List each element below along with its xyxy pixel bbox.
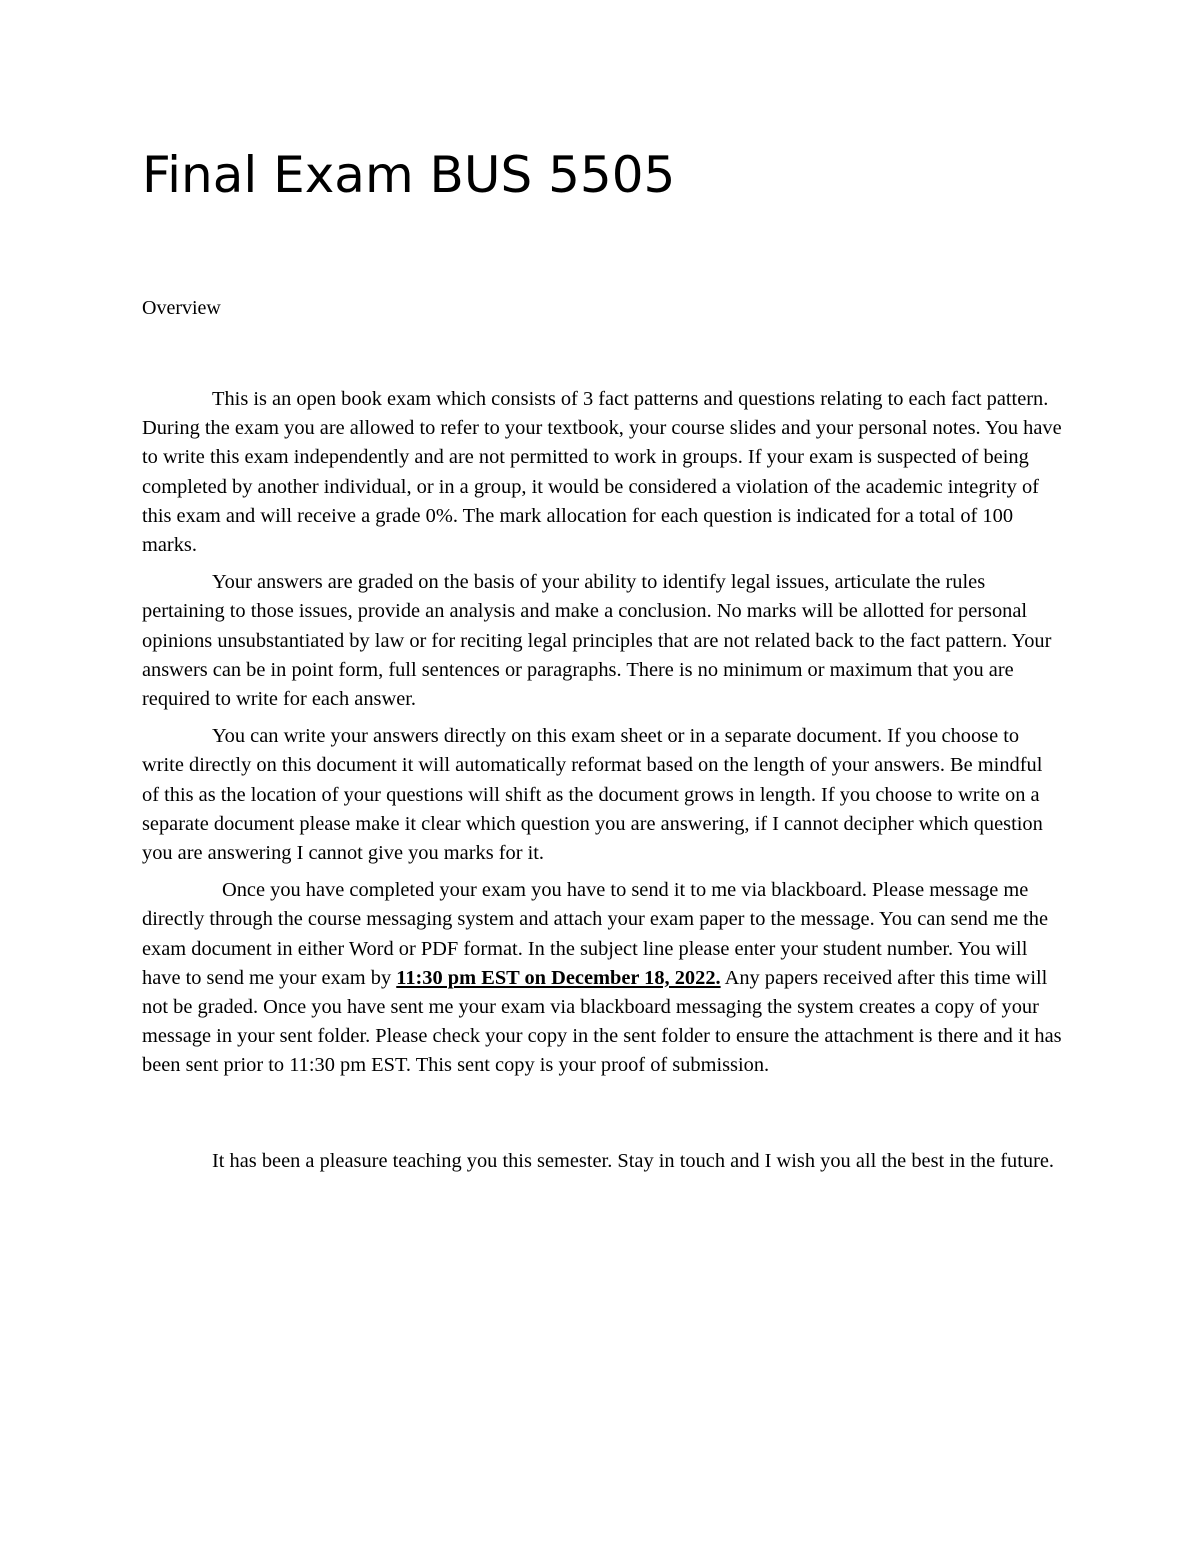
document-title: Final Exam BUS 5505	[142, 146, 676, 204]
paragraph-closing: It has been a pleasure teaching you this semester. Stay in touch and I wish you all the best in the future.	[212, 1149, 1055, 1172]
submission-text-after: Any papers received after this time will not be graded. Once you have sent me your exam via blackboard messaging the system creates a copy of your message in your sent folder. Please check your copy in the sent folder to ensure the attachment is there and it has been sent prior to 11:30 pm EST. This sent copy is your proof of submission.	[142, 966, 1062, 1077]
section-heading-overview: Overview	[142, 297, 221, 319]
paragraph-submission	[142, 876, 1064, 1080]
submission-text-before: Once you have completed your exam you have to send it to me via blackboard. Please message me directly through the course messaging system and attach your exam paper to the message. You can send me the exam document in either Word or PDF format. In the subject line please enter your student number. You will have to send me your exam by	[142, 879, 1049, 989]
paragraph-answer-instructions: You can write your answers directly on this exam sheet or in a separate document. If you choose to write directly on this document it will automatically reformat based on the length of your answers. Be mindful of this as the location of your questions will shift as the document grows in length. If you choose to write on a separate document please make it clear which question you are answering, if I cannot decipher which question you are answering I cannot give you marks for it.	[142, 725, 1043, 865]
paragraph-exam-format: This is an open book exam which consists of 3 fact patterns and questions relating to each fact pattern. During the exam you are allowed to refer to your textbook, your course slides and your personal notes. You have to write this exam independently and are not permitted to work in groups. If your exam is suspected of being completed by another individual, or in a group, it would be considered a violation of the academic integrity of this exam and will receive a grade 0%. The mark allocation for each question is indicated for a total of 100 marks.	[142, 388, 1062, 557]
submission-deadline: 11:30 pm EST on December 18, 2022.	[396, 966, 721, 989]
paragraph-grading: Your answers are graded on the basis of your ability to identify legal issues, articulate the rules pertaining to those issues, provide an analysis and make a conclusion. No marks will be allotted for personal opinions unsubstantiated by law or for reciting legal principles that are not related back to the fact pattern. Your answers can be in point form, full sentences or paragraphs. There is no minimum or maximum that you are required to write for each answer.	[142, 571, 1052, 711]
document-body	[142, 385, 1064, 1184]
